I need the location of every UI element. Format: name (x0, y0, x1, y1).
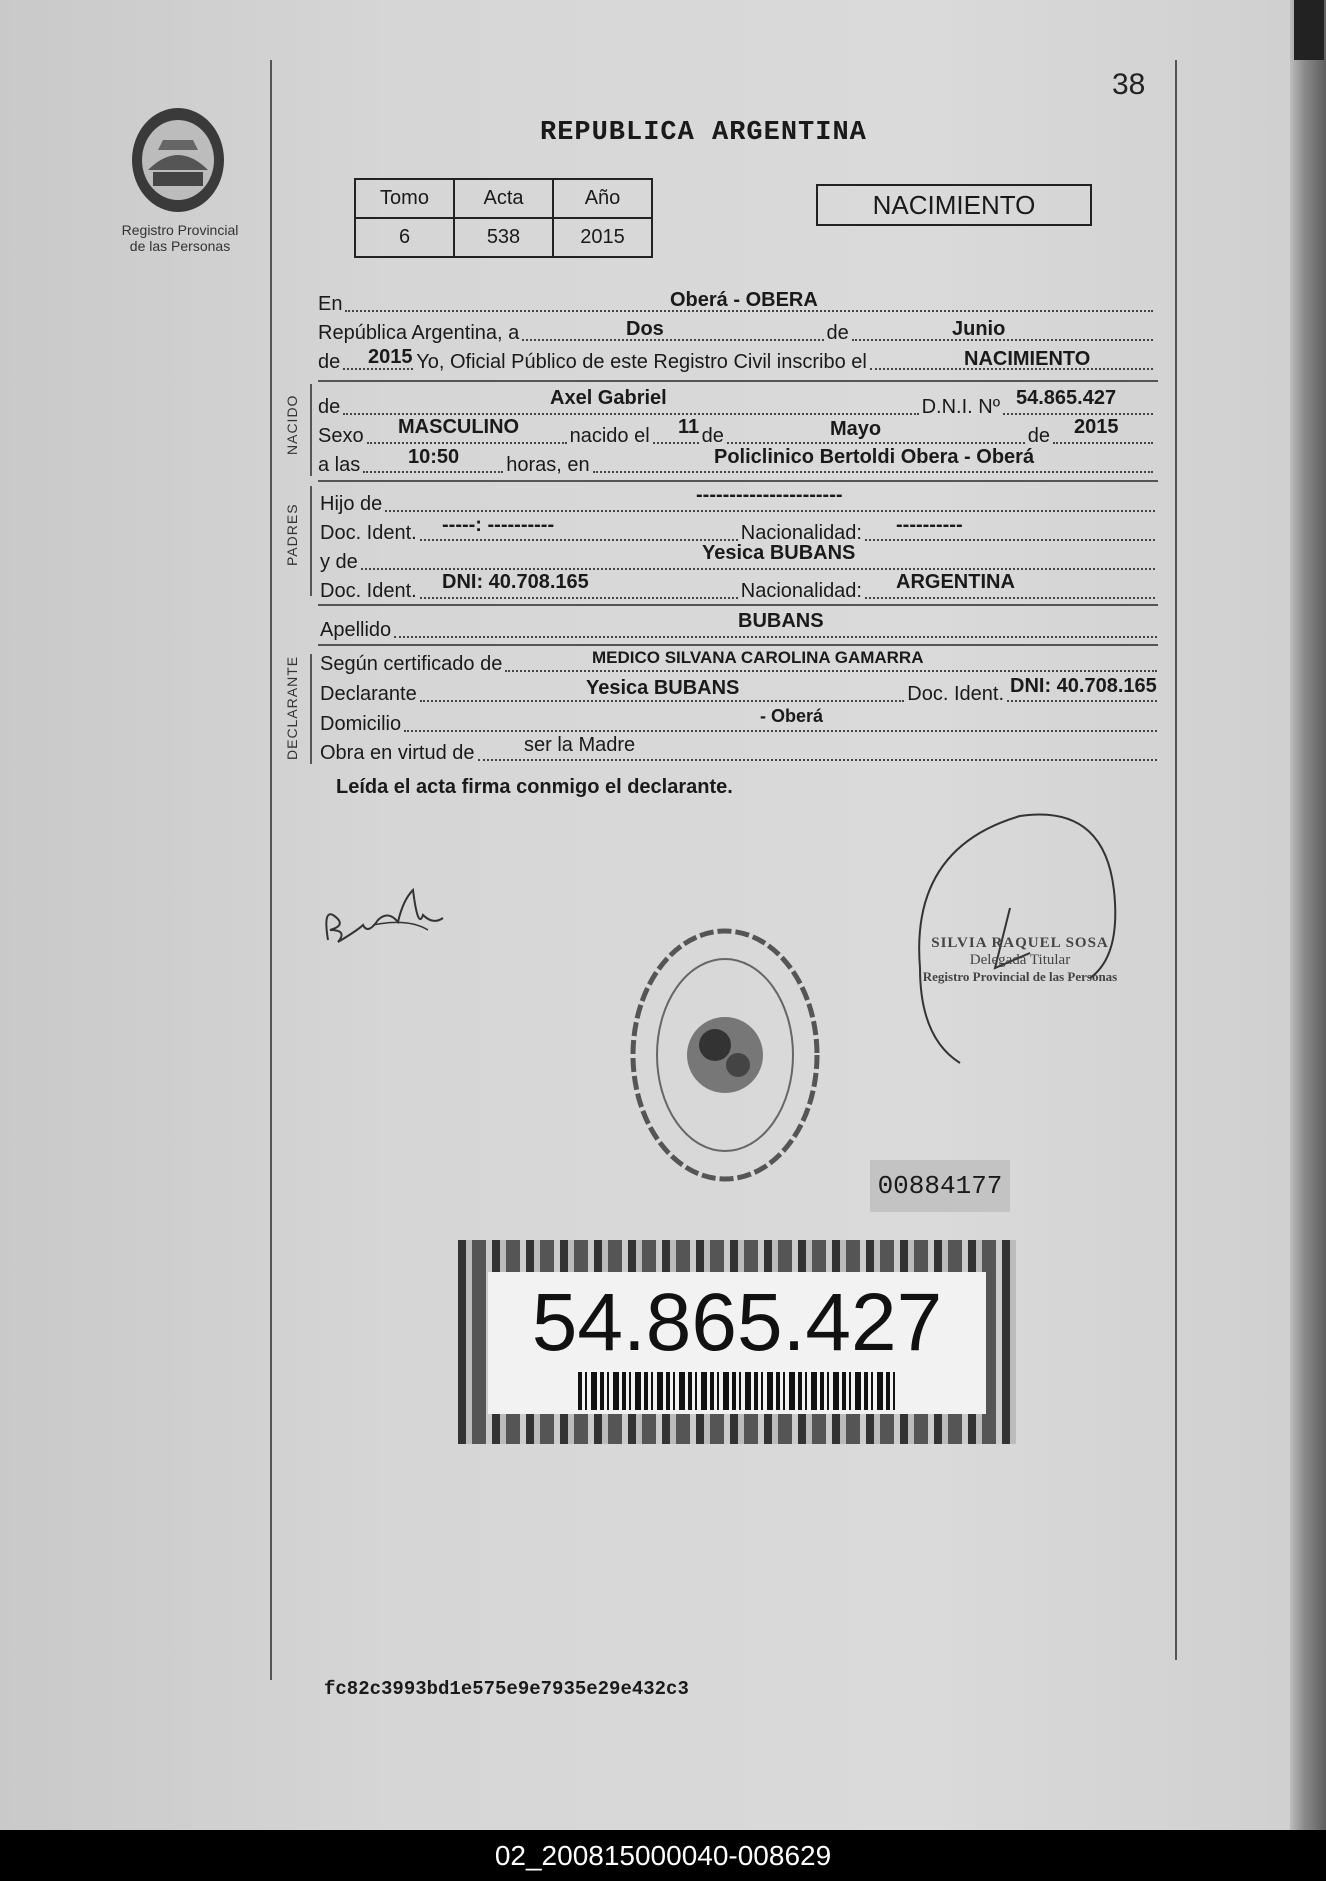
acta-header: Acta (454, 179, 553, 218)
province-seal-logo (118, 100, 238, 225)
yde-label: y de (320, 551, 358, 573)
cert-value: MEDICO SILVANA CAROLINA GAMARRA (592, 648, 924, 667)
page-edge-shadow (1290, 0, 1326, 1830)
acta-value: 538 (454, 218, 553, 257)
alas-label: a las (318, 454, 361, 476)
declarante-side-label: DECLARANTE (284, 655, 300, 760)
obra-label: Obra en virtud de (320, 742, 475, 764)
father-doc-label: Doc. Ident. (320, 522, 417, 544)
separator (318, 604, 1158, 606)
horas-label: horas, en (506, 454, 590, 476)
nacido-de-label: de (318, 396, 341, 418)
scan-footer: 02_200815000040-008629 (0, 1830, 1326, 1881)
place-value: Oberá - OBERA (670, 289, 818, 311)
time-value: 10:50 (408, 446, 460, 468)
logo-caption-line2: de las Personas (129, 238, 231, 254)
declarante-label: Declarante (320, 683, 417, 705)
month-value: Junio (952, 318, 1006, 340)
barcode-icon (578, 1372, 898, 1410)
en-label: En (318, 293, 343, 315)
child-name-value: Axel Gabriel (550, 387, 667, 409)
father-doc-value: -----: ---------- (442, 514, 555, 536)
row-obra (320, 739, 1160, 765)
republica-label: República Argentina, a (318, 322, 520, 344)
separator (318, 480, 1158, 482)
official-office: Registro Provincial de las Personas (922, 969, 1118, 984)
declarante-value: Yesica BUBANS (586, 677, 740, 699)
birth-month-value: Mayo (830, 418, 882, 440)
right-margin-line (1175, 60, 1177, 1660)
mother-name-value: Yesica BUBANS (702, 542, 856, 564)
de-label: de (826, 322, 849, 344)
inscribo-value: NACIMIENTO (964, 348, 1091, 370)
de-label-2: de (318, 351, 341, 373)
padres-side-label: PADRES (284, 503, 300, 566)
child-dni-value: 54.865.427 (1016, 387, 1117, 409)
page-number: 38 (1112, 68, 1146, 101)
registry-caption (112, 222, 248, 254)
inscribo-text: Yo, Oficial Público de este Registro Civil inscribo el (416, 351, 867, 373)
obra-value: ser la Madre (524, 734, 636, 756)
sexo-label: Sexo (318, 425, 364, 447)
year-value: 2015 (368, 346, 413, 368)
apellido-value: BUBANS (738, 610, 824, 632)
father-name-value: ---------------------- (696, 484, 843, 506)
hijo-label: Hijo de (320, 493, 383, 515)
hospital-value: Policlinico Bertoldi Obera - Oberá (714, 446, 1035, 468)
separator (318, 380, 1158, 382)
apellido-label: Apellido (320, 619, 392, 641)
nacido-side-label: NACIDO (284, 394, 300, 455)
separator (318, 644, 1158, 646)
anio-value: 2015 (553, 218, 652, 257)
official-stamp (900, 935, 1140, 985)
row-republica (318, 319, 1156, 345)
father-nac-value: ---------- (896, 514, 963, 536)
de-label-3: de (701, 425, 724, 447)
cert-label: Según certificado de (320, 653, 503, 675)
closing-statement: Leída el acta firma conmigo el declarante. (336, 776, 733, 798)
declarant-signature (318, 870, 448, 960)
tomo-value: 6 (355, 218, 454, 257)
document-hash: fc82c3993bd1e575e9e7935e29e432c3 (324, 1678, 689, 1700)
barcode-label (458, 1240, 1016, 1444)
left-margin-line (270, 60, 272, 1680)
barcode-number: 54.865.427 (531, 1277, 943, 1368)
padres-bracket (310, 486, 312, 596)
logo-caption-line1: Registro Provincial (121, 222, 239, 238)
birth-day-value: 11 (678, 416, 700, 438)
serial-number: 00884177 (870, 1160, 1010, 1212)
domicilio-value: - Oberá (760, 706, 824, 726)
tomo-header: Tomo (355, 179, 454, 218)
mother-nac-label: Nacionalidad: (740, 580, 862, 602)
decl-doc-label: Doc. Ident. (907, 683, 1004, 705)
birth-year-value: 2015 (1074, 416, 1119, 438)
record-type-box: NACIMIENTO (816, 184, 1092, 226)
mother-doc-label: Doc. Ident. (320, 580, 417, 602)
nacido-bracket (310, 384, 312, 476)
sexo-value: MASCULINO (398, 416, 520, 438)
round-registry-stamp (620, 920, 830, 1195)
registry-table (354, 178, 653, 258)
mother-nac-value: ARGENTINA (896, 571, 1015, 593)
dni-label: D.N.I. Nº (921, 396, 1000, 418)
document-title: REPUBLICA ARGENTINA (540, 118, 867, 148)
official-name: SILVIA RAQUEL SOSA (931, 935, 1109, 951)
declarante-bracket (310, 654, 312, 764)
day-value: Dos (626, 318, 664, 340)
nacido-el-label: nacido el (569, 425, 650, 447)
domicilio-label: Domicilio (320, 713, 402, 735)
official-role: Delegada Titular (969, 952, 1071, 968)
de-label-4: de (1027, 425, 1050, 447)
mother-doc-value: DNI: 40.708.165 (442, 571, 589, 593)
decl-doc-value: DNI: 40.708.165 (1010, 675, 1157, 697)
anio-header: Año (553, 179, 652, 218)
father-nac-label: Nacionalidad: (740, 522, 862, 544)
row-domicilio (320, 710, 1160, 736)
